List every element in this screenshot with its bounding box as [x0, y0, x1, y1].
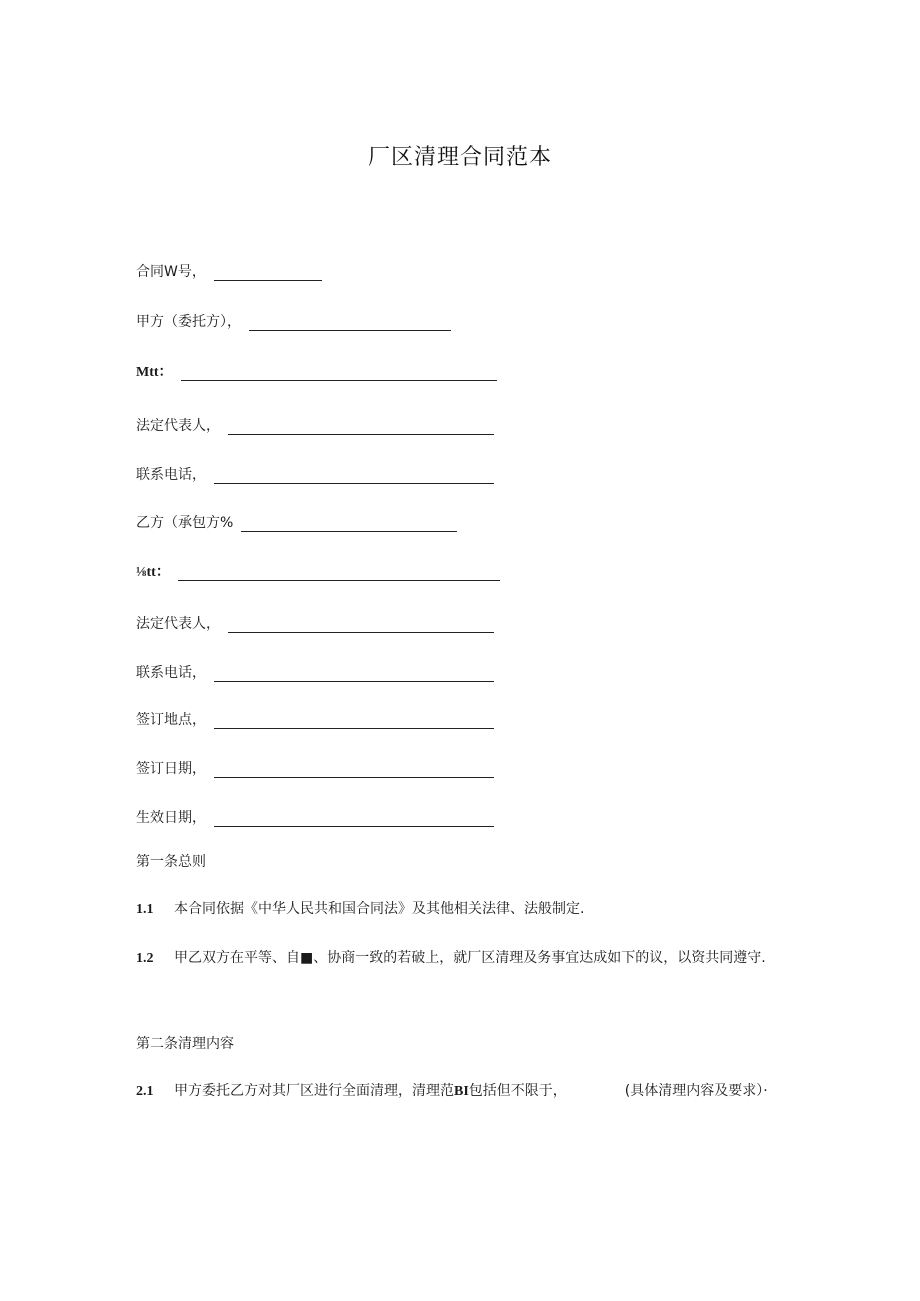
- field-signing-date: [136, 754, 494, 778]
- field-party-b: [136, 508, 457, 532]
- blank-line: [181, 362, 497, 381]
- field-label: ⅛tt：: [136, 565, 170, 580]
- field-effective-date: [136, 803, 494, 827]
- field-label: 联系电话，: [136, 665, 206, 681]
- clause-number: 1.1: [136, 902, 154, 917]
- field-contract-number: [136, 257, 322, 281]
- field-label: 签订日期，: [136, 761, 206, 777]
- clause-text: 甲乙双方在平等、自■、协商一致的若破上，就厂区清理及务事宜达成如下的议，以资共同遵守.: [174, 950, 766, 966]
- field-party-a-representative: [136, 411, 494, 435]
- blank-line: [214, 262, 322, 281]
- clause-number: 2.1: [136, 1084, 154, 1099]
- clause-2-1: [136, 1072, 776, 1111]
- clause-1-2: [136, 939, 776, 978]
- field-party-a-phone: [136, 460, 494, 484]
- clause-text: 本合同依据《中华人民共和国合同法》及其他相关法律、法般制定.: [174, 901, 585, 917]
- field-label: 法定代表人，: [136, 616, 220, 632]
- blank-line: [214, 663, 494, 682]
- clause-text: 包括但不限于，: [468, 1083, 567, 1099]
- field-label: Mtt：: [136, 365, 173, 380]
- field-label: 联系电话，: [136, 467, 206, 483]
- section-heading: 第二条清理内容: [136, 1036, 234, 1052]
- blank-line: [228, 416, 494, 435]
- blank-line: [214, 808, 494, 827]
- field-party-b-address: [136, 557, 500, 581]
- document-title: 厂区清理合同范本: [367, 145, 552, 170]
- blank-line: [178, 562, 500, 581]
- field-label: 生效日期，: [136, 810, 206, 826]
- field-party-b-phone: [136, 658, 494, 682]
- clause-1-1: [136, 890, 776, 929]
- field-party-a-address: [136, 357, 497, 381]
- field-label: 法定代表人，: [136, 418, 220, 434]
- blank-line: [228, 614, 494, 633]
- clause-text: (具体清理内容及要求）·: [624, 1083, 768, 1099]
- field-label: 甲方（委托方），: [136, 314, 241, 330]
- field-party-a: [136, 307, 451, 331]
- blank-line: [214, 465, 494, 484]
- field-party-b-representative: [136, 609, 494, 633]
- field-label: 合同W号，: [136, 264, 206, 280]
- blank-line: [214, 759, 494, 778]
- section-heading: 第一条总则: [136, 854, 206, 870]
- clause-text: BI: [454, 1084, 469, 1099]
- field-label: 签订地点，: [136, 712, 206, 728]
- clause-text: 甲方委托乙方对其厂区进行全面清理，清理范: [174, 1083, 454, 1099]
- blank-line: [249, 312, 451, 331]
- clause-number: 1.2: [136, 951, 154, 966]
- field-label: 乙方（承包方%: [136, 515, 234, 531]
- blank-line: [241, 513, 457, 532]
- blank-line: [214, 710, 494, 729]
- field-signing-place: [136, 705, 494, 729]
